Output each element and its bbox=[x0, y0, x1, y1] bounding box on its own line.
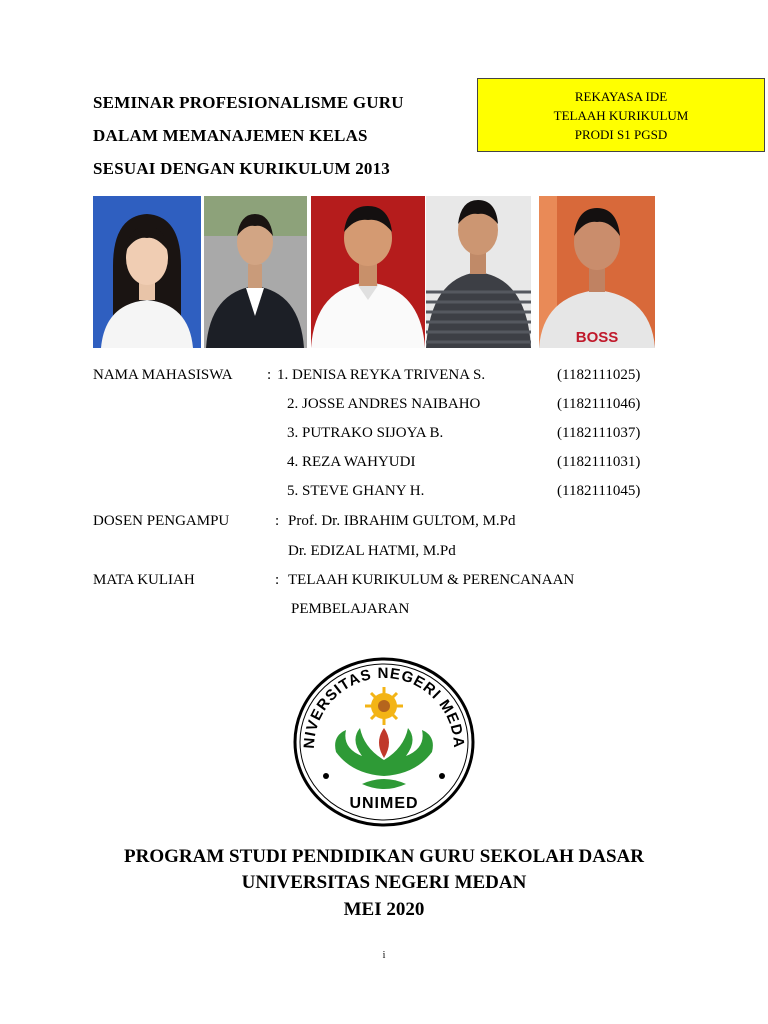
student-name: 5. STEVE GHANY H. bbox=[287, 483, 425, 499]
badge-line: REKAYASA IDE bbox=[574, 88, 668, 104]
shirt-print: BOSS bbox=[575, 329, 619, 346]
course-name: TELAAH KURIKULUM & PERENCANAAN bbox=[288, 572, 575, 588]
footer-program: PROGRAM STUDI PENDIDIKAN GURU SEKOLAH DASAR bbox=[124, 846, 644, 867]
title-line: SESUAI DENGAN KURIKULUM 2013 bbox=[93, 159, 390, 178]
university-logo bbox=[292, 656, 476, 828]
course-label: MATA KULIAH bbox=[93, 572, 195, 588]
student-name: 3. PUTRAKO SIJOYA B. bbox=[287, 425, 444, 441]
lecturer-name: Prof. Dr. IBRAHIM GULTOM, M.Pd bbox=[288, 513, 516, 529]
badge-line: PRODI S1 PGSD bbox=[574, 126, 668, 142]
lecturer-name: Dr. EDIZAL HATMI, M.Pd bbox=[288, 543, 456, 559]
footer-university: UNIVERSITAS NEGERI MEDAN bbox=[241, 872, 527, 893]
course-name: PEMBELAJARAN bbox=[291, 601, 410, 617]
student-photo bbox=[93, 196, 201, 348]
lecturers-label: DOSEN PENGAMPU bbox=[93, 513, 230, 529]
page-number: i bbox=[382, 950, 386, 961]
student-photo bbox=[311, 196, 425, 348]
student-nim: (1182111045) bbox=[557, 483, 641, 499]
student-photo bbox=[539, 196, 655, 348]
student-name: 2. JOSSE ANDRES NAIBAHO bbox=[287, 396, 481, 412]
colon: : bbox=[275, 572, 280, 588]
logo-ring-text: NIVERSITAS NEGERI MEDA bbox=[300, 664, 468, 750]
students-label: NAMA MAHASISWA bbox=[93, 367, 233, 383]
title-line: SEMINAR PROFESIONALISME GURU bbox=[93, 93, 404, 112]
student-photo bbox=[204, 196, 307, 348]
footer-date: MEI 2020 bbox=[343, 899, 425, 920]
logo-bottom-text: UNIMED bbox=[349, 795, 419, 812]
badge-line: TELAAH KURIKULUM bbox=[553, 107, 689, 123]
colon: : bbox=[267, 367, 272, 383]
student-name: 1. DENISA REYKA TRIVENA S. bbox=[277, 367, 486, 383]
student-nim: (1182111037) bbox=[557, 425, 641, 441]
student-nim: (1182111025) bbox=[557, 367, 641, 383]
student-nim: (1182111046) bbox=[557, 396, 641, 412]
student-photo bbox=[426, 196, 531, 348]
category-badge bbox=[477, 78, 765, 152]
student-nim: (1182111031) bbox=[557, 454, 641, 470]
colon: : bbox=[275, 513, 280, 529]
document-title bbox=[93, 86, 473, 185]
title-line: DALAM MEMANAJEMEN KELAS bbox=[93, 126, 368, 145]
student-name: 4. REZA WAHYUDI bbox=[287, 454, 416, 470]
